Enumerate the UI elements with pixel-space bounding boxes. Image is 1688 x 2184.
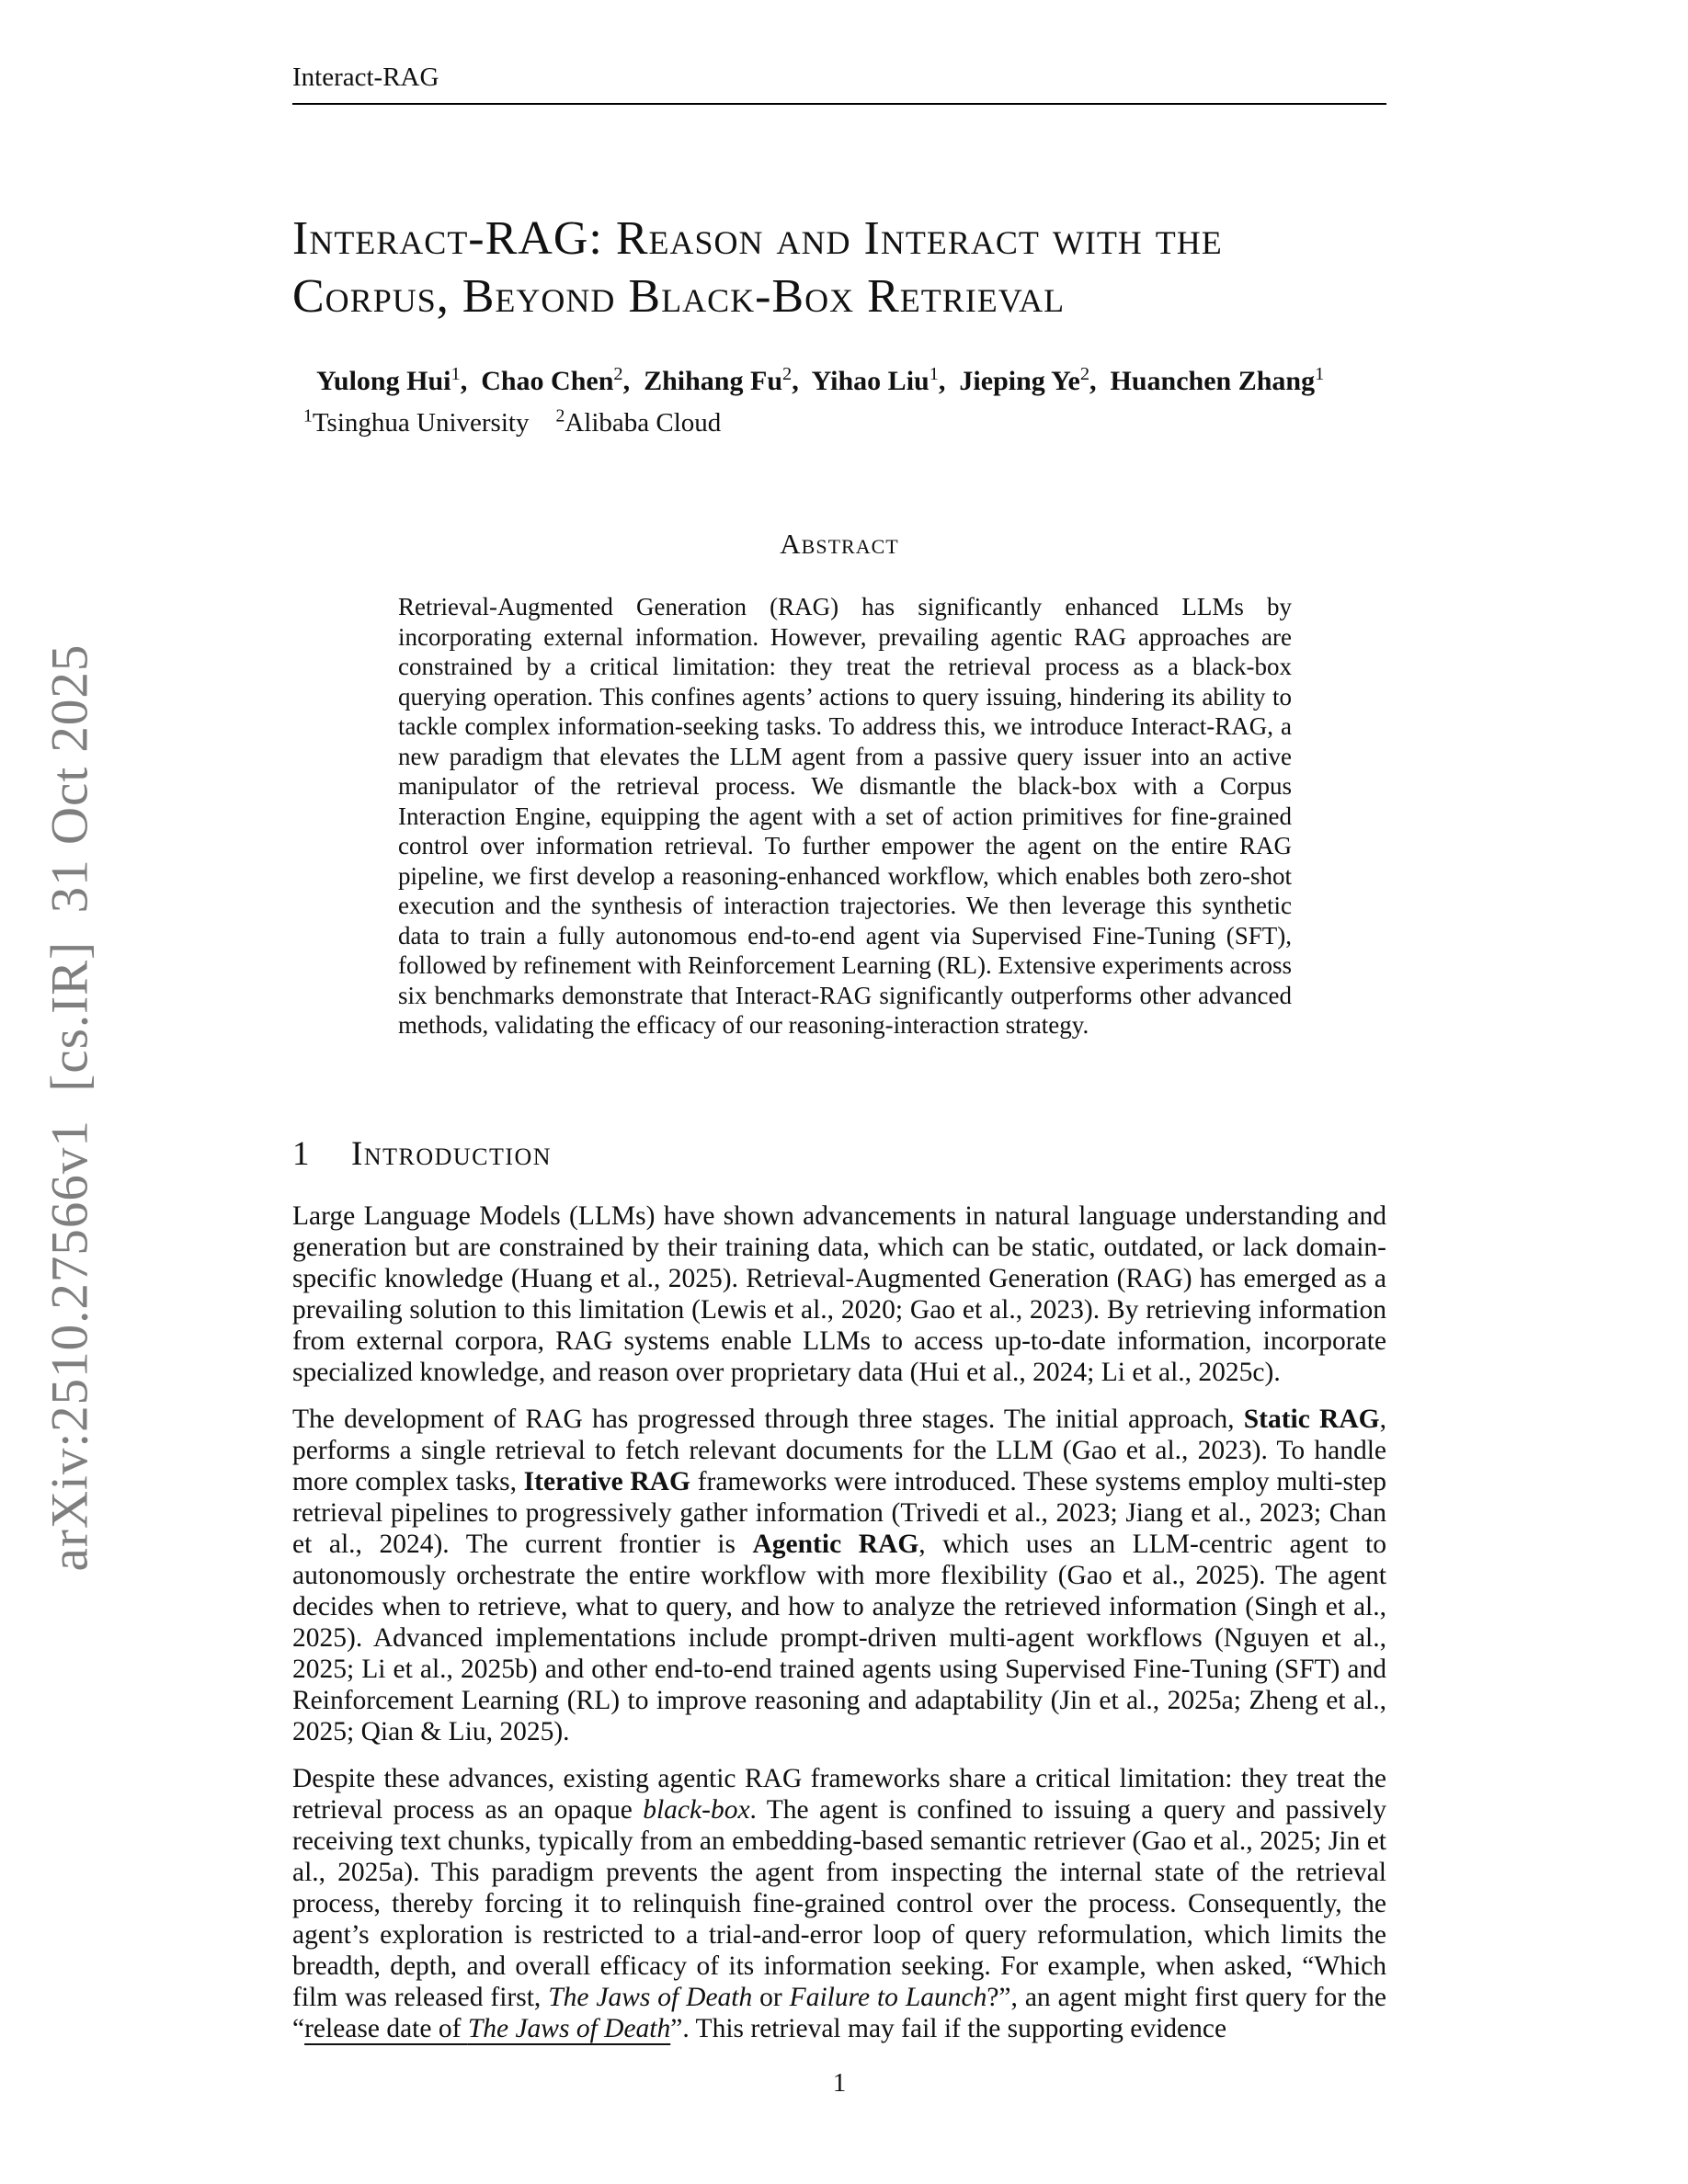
running-header: Interact-RAG [292, 63, 439, 92]
abstract-text: Retrieval-Augmented Generation (RAG) has significantly enhanced LLMs by incorporating external information. However, prevailing agentic RAG approaches are constrained by a critical limitation: they treat the retrieval process as a black-box querying operation. This confines agents’ actions to query issuing, hindering its ability to tackle complex information-seeking tasks. To address this, we introduce Interact-RAG, a new paradigm that elevates the LLM agent from a passive query issuer into an active manipulator of the retrieval process. We dismantle the black-box with a Corpus Interaction Engine, equipping the agent with a set of action primitives for fine-grained control over information retrieval. To further empower the agent on the entire RAG pipeline, we first develop a reasoning-enhanced workflow, which enables both zero-shot execution and the synthesis of interaction trajectories. We then leverage this synthetic data to train a fully autonomous end-to-end agent via Supervised Fine-Tuning (SFT), followed by refinement with Reinforcement Learning (RL). Extensive experiments across six benchmarks demonstrate that Interact-RAG significantly outperforms other advanced methods, validating the efficacy of our reasoning-interaction strategy. [398, 593, 1292, 1039]
text-run: frameworks were introduced. These systems employ multi-step retrieval pipelines to progressively gather information (Trivedi et al., 2023; Jiang et al., 2023; Chan et al., 2024). The current frontier is [292, 1467, 1386, 1559]
text-run: . The agent is confined to issuing a query and passively receiving text chunks, typically from an embedding-based semantic retriever (Gao et al., 2025; Jin et al., 2025a). This paradigm prevents the agent from inspecting the internal state of the retrieval process, thereby forcing it to relinquish fine-grained control over the process. Consequently, the agent’s exploration is restricted to a trial-and-error loop of query reformulation, which limits the breadth, depth, and overall efficacy of its information seeking. For example, when asked, “Which film was released first, [292, 1795, 1386, 2012]
text-run: , performs a single retrieval to fetch relevant documents for the LLM (Gao et al., 2023). To handle more complex tasks, [292, 1405, 1386, 1496]
author-list [316, 366, 1324, 397]
text-run: Agentic RAG [752, 1530, 919, 1559]
arxiv-watermark: arXiv:2510.27566v1 [cs.IR] 31 Oct 2025 [40, 643, 99, 1572]
affiliations [303, 405, 722, 438]
text-run: ?”, an agent might first query for the “ [292, 1983, 1386, 2043]
paper-title [292, 210, 1405, 325]
text-run: The development of RAG has progressed through three stages. The initial approach, [292, 1405, 1244, 1434]
text-run: Jieping Ye [959, 366, 1080, 396]
section-number: 1 [292, 1135, 311, 1173]
text-run: Tsinghua University [312, 408, 530, 438]
text-run: ”. This retrieval may fail if the supporting evidence [670, 2014, 1227, 2043]
superscript: 1 [929, 364, 939, 384]
text-run: Yulong Hui [316, 366, 451, 396]
text-run: Despite these advances, existing agentic RAG frameworks share a critical limitation: they treat the retrieval process as an opaque [292, 1764, 1386, 1825]
intro-paragraph-1 [292, 1200, 1386, 1388]
text-run: Yihao Liu [811, 366, 930, 396]
text-run: Iterative RAG [523, 1467, 690, 1496]
text-run: The Jaws of Death [548, 1983, 753, 2012]
text-run: black-box [643, 1795, 750, 1825]
text-run: release date of [304, 2014, 468, 2043]
text-run: , [622, 366, 644, 396]
superscript: 1 [451, 364, 461, 384]
text-run: Huanchen Zhang [1110, 366, 1316, 396]
header-rule [292, 103, 1386, 105]
superscript: 2 [1079, 364, 1090, 384]
paper-title-line-1: Interact-RAG: Reason and Interact with the [292, 212, 1223, 265]
superscript: 2 [555, 405, 565, 427]
superscript: 1 [1315, 364, 1325, 384]
text-run: Large Language Models (LLMs) have shown advancements in natural language understanding and generation but are constrained by their training data, which can be static, outdated, or lack domain-specific knowledge (Huang et al., 2025). Retrieval-Augmented Generation (RAG) has emerged as a prevailing solution to this limitation (Lewis et al., 2020; Gao et al., 2023). By retrieving information from external corpora, RAG systems enable LLMs to access up-to-date information, incorporate specialized knowledge, and reason over proprietary data (Hui et al., 2024; Li et al., 2025c). [292, 1201, 1386, 1387]
text-run: The Jaws of Death [467, 2014, 671, 2043]
text-run: , [460, 366, 482, 396]
text-run: Failure to Launch [789, 1983, 987, 2012]
text-run: , [1089, 366, 1111, 396]
text-run [529, 408, 555, 438]
superscript: 2 [613, 364, 623, 384]
text-run: , [792, 366, 812, 396]
text-run: Chao Chen [481, 366, 614, 396]
intro-paragraph-3 [292, 1763, 1386, 2044]
text-run: , which uses an LLM-centric agent to autonomously orchestrate the entire workflow with more flexibility (Gao et al., 2025). The agent decides when to retrieve, what to query, and how to analyze the retrieved information (Singh et al., 2025). Advanced implementations include prompt-driven multi-agent workflows (Nguyen et al., 2025; Li et al., 2025b) and other end-to-end trained agents using Supervised Fine-Tuning (SFT) and Reinforcement Learning (RL) to improve reasoning and adaptability (Jin et al., 2025a; Zheng et al., 2025; Qian & Liu, 2025). [292, 1530, 1386, 1746]
superscript: 2 [782, 364, 793, 384]
section-title: Introduction [351, 1135, 553, 1173]
text-run: Zhihang Fu [644, 366, 783, 396]
page-number: 1 [832, 2068, 847, 2098]
superscript: 1 [303, 405, 313, 427]
section-heading-introduction [292, 1136, 1386, 1173]
text-run: , [938, 366, 960, 396]
abstract-heading: Abstract [780, 528, 899, 560]
paper-title-line-2: Corpus, Beyond Black-Box Retrieval [292, 270, 1066, 323]
text-run: Static RAG [1243, 1405, 1380, 1434]
text-run: or [752, 1983, 790, 2012]
introduction-section [292, 1136, 1386, 2060]
intro-paragraph-2 [292, 1404, 1386, 1747]
text-run: Alibaba Cloud [565, 408, 722, 438]
